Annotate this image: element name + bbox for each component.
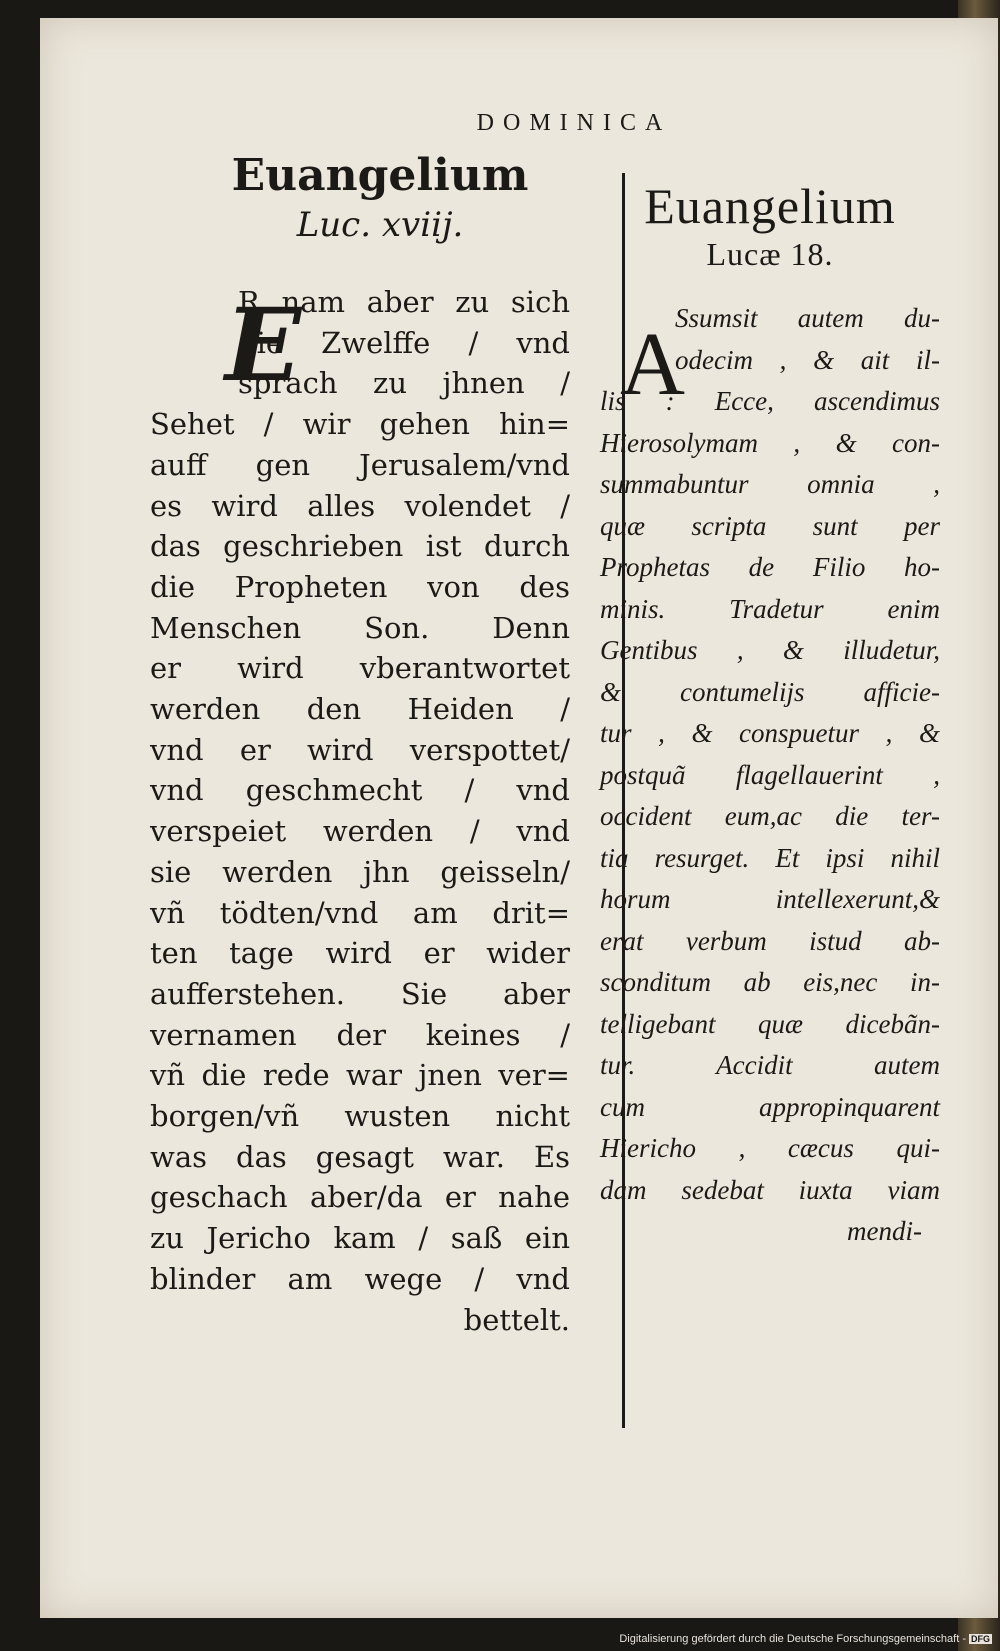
- text-line: Gentibus , & illudetur,: [600, 635, 940, 665]
- text-line: zu Jericho kam / saß ein: [150, 1221, 570, 1256]
- text-line: Menschen Son. Denn: [150, 610, 570, 645]
- text-line: borgen/vñ wusten nicht: [150, 1099, 570, 1134]
- text-line: Hierosolymam , & con-: [600, 427, 940, 458]
- text-line: tur , & conspuetur , &: [600, 718, 940, 748]
- german-drop-initial: E: [225, 286, 302, 404]
- catchword: mendi-: [847, 1216, 922, 1246]
- text-line: tur. Accidit autem: [600, 1050, 940, 1080]
- text-line: bettelt.: [463, 1302, 570, 1337]
- latin-drop-initial: A: [620, 315, 685, 414]
- text-line: R nam aber zu sich: [238, 285, 570, 319]
- text-line: Sehet / wir gehen hin=: [150, 407, 570, 442]
- text-line: & contumelijs afficie-: [600, 676, 940, 707]
- german-subtitle: Luc. xviij.: [296, 205, 464, 245]
- german-title: Euangelium: [231, 150, 529, 201]
- credit-text: Digitalisierung gefördert durch die Deutsche Forschungsgemeinschaft -: [619, 1633, 966, 1645]
- german-column: [150, 150, 570, 1340]
- text-line: verspeiet werden / vnd: [150, 814, 570, 849]
- text-line: werden den Heiden /: [150, 692, 570, 727]
- text-line: sconditum ab eis,nec in-: [600, 967, 940, 997]
- text-line: vnd er wird verspottet/: [150, 732, 570, 767]
- digitization-credit: [619, 1633, 992, 1645]
- text-line: die Zwelffe / vnd: [238, 325, 570, 360]
- text-line: cum appropinquarent: [600, 1091, 940, 1122]
- text-line: es wird alles volendet /: [150, 488, 570, 523]
- text-line: das geschrieben ist durch: [150, 529, 570, 564]
- text-line: quæ scripta sunt per: [600, 510, 940, 541]
- text-line: ten tage wird er wider: [150, 936, 570, 971]
- dfg-logo: DFG: [971, 1634, 990, 1644]
- text-line: blinder am wege / vnd: [150, 1261, 570, 1296]
- text-line: was das gesagt war. Es: [150, 1139, 570, 1174]
- text-line: vnd geschmecht / vnd: [150, 773, 570, 808]
- text-line: Ssumsit autem du-: [675, 303, 940, 333]
- text-line: postquã flagellauerint ,: [600, 759, 940, 790]
- text-line: dam sedebat iuxta viam: [600, 1174, 940, 1205]
- latin-text: [600, 298, 940, 1253]
- text-line: occident eum,ac die ter-: [600, 801, 940, 831]
- text-line: tia resurget. Et ipsi nihil: [600, 842, 940, 873]
- text-line: Hiericho , cæcus qui-: [600, 1133, 940, 1163]
- text-line: er wird vberantwortet: [150, 651, 570, 686]
- latin-subtitle: Lucæ 18.: [706, 236, 834, 272]
- german-text: [150, 282, 570, 1340]
- text-line: vernamen der keines /: [150, 1017, 570, 1052]
- text-line: sie werden jhn geisseln/: [150, 854, 570, 889]
- text-line: telligebant quæ dicebãn-: [600, 1008, 940, 1039]
- text-line: geschach aber/da er nahe: [150, 1180, 570, 1215]
- text-line: erat verbum istud ab-: [600, 925, 940, 956]
- text-line: summabuntur omnia ,: [600, 469, 940, 499]
- text-line: vñ tödten/vnd am drit=: [150, 895, 570, 930]
- latin-title: Euangelium: [644, 178, 896, 234]
- text-line: odecim , & ait il-: [675, 344, 940, 375]
- text-line: die Propheten von des: [150, 569, 570, 604]
- text-line: sprach zu jhnen /: [238, 366, 570, 401]
- running-head: DOMINICA: [476, 110, 672, 136]
- text-line: horum intellexerunt,&: [600, 884, 940, 914]
- text-line: vñ die rede war jnen ver=: [150, 1058, 570, 1093]
- text-line: Prophetas de Filio ho-: [600, 552, 940, 582]
- text-line: minis. Tradetur enim: [600, 593, 940, 624]
- text-line: lis : Ecce, ascendimus: [600, 386, 940, 416]
- text-line: auff gen Jerusalem/vnd: [150, 447, 570, 482]
- text-line: aufferstehen. Sie aber: [150, 976, 570, 1011]
